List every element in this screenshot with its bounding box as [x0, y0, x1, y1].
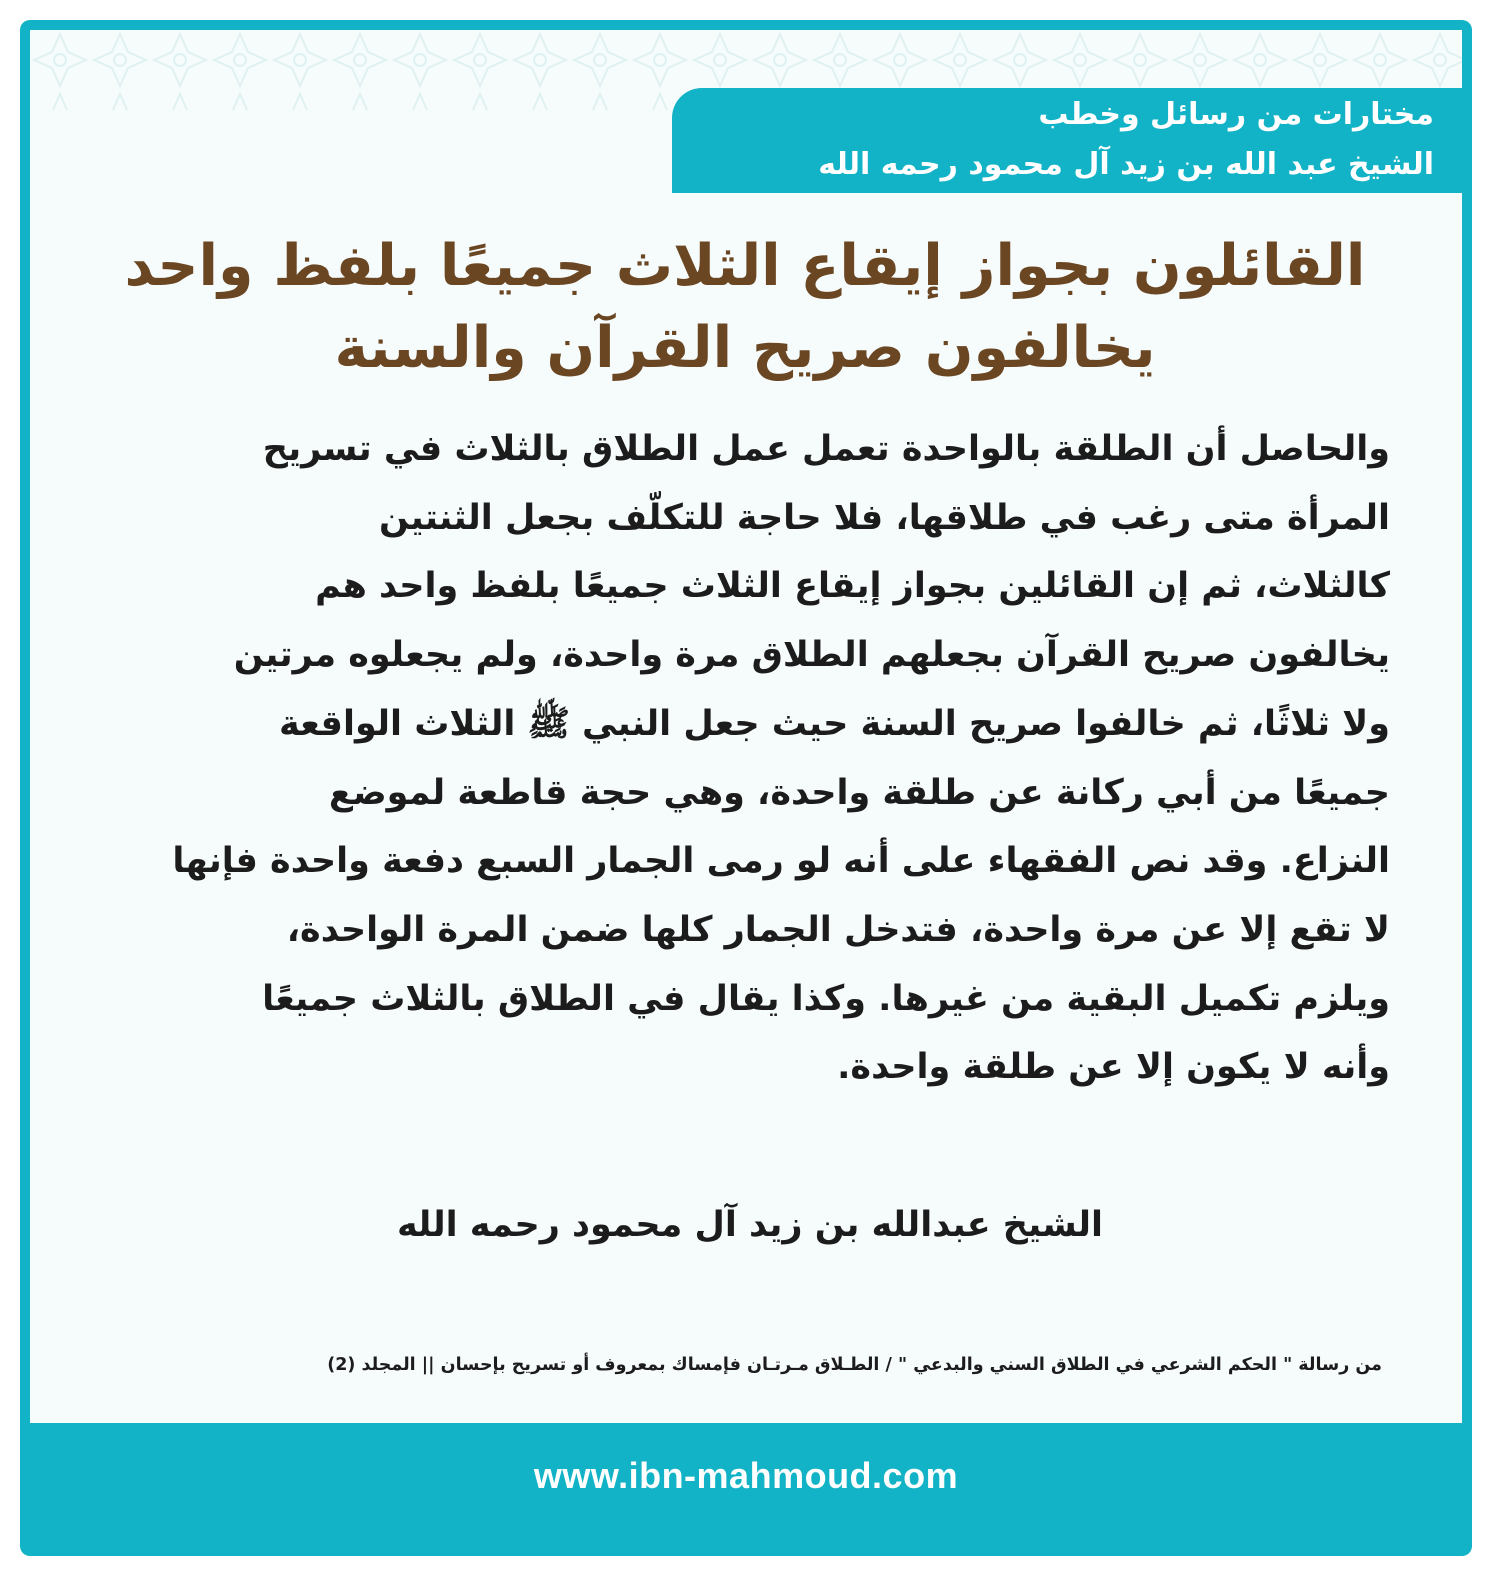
title-line-1: القائلون بجواز إيقاع الثلاث جميعًا بلفظ واحد — [124, 233, 1366, 299]
author-name-header: الشيخ عبد الله بن زيد آل محمود رحمه الله — [818, 147, 1434, 182]
series-header — [674, 90, 1434, 190]
body-line: كالثلاث، ثم إن القائلين بجواز إيقاع الثلاث جميعًا بلفظ واحد هم — [315, 566, 1390, 607]
article-body — [110, 415, 1390, 1102]
website-url[interactable]: www.ibn-mahmoud.com — [533, 1455, 959, 1496]
source-citation: من رسالة " الحكم الشرعي في الطلاق السني والبدعي " / الطـلاق مـرتـان فإمساك بمعروف أو تسريح بإحسان || المجلد (2) — [327, 1355, 1382, 1375]
body-line: ويلزم تكميل البقية من غيرها. وكذا يقال في الطلاق بالثلاث جميعًا — [262, 978, 1390, 1019]
series-title: مختارات من رسائل وخطب — [1038, 97, 1434, 132]
body-line: وأنه لا يكون إلا عن طلقة واحدة. — [837, 1047, 1390, 1088]
body-line: النزاع. وقد نص الفقهاء على أنه لو رمى الجمار السبع دفعة واحدة فإنها — [172, 841, 1390, 882]
content-card — [30, 30, 1462, 1423]
body-line: يخالفون صريح القرآن بجعلهم الطلاق مرة واحدة، ولم يجعلوه مرتين — [233, 635, 1390, 676]
title-line-2: يخالفون صريح القرآن والسنة — [334, 315, 1156, 381]
body-line: لا تقع إلا عن مرة واحدة، فتدخل الجمار كلها ضمن المرة الواحدة، — [286, 909, 1390, 950]
body-line: جميعًا من أبي ركانة عن طلقة واحدة، وهي حجة قاطعة لموضع — [328, 772, 1390, 813]
article-title — [110, 225, 1380, 389]
body-line: والحاصل أن الطلقة بالواحدة تعمل عمل الطلاق بالثلاث في تسريح — [262, 429, 1390, 469]
body-line: المرأة متى رغب في طلاقها، فلا حاجة للتكلّف بجعل الثنتين — [378, 497, 1390, 538]
body-line: ولا ثلاثًا، ثم خالفوا صريح السنة حيث جعل النبي ﷺ الثلاث الواقعة — [279, 703, 1390, 744]
author-signature: الشيخ عبدالله بن زيد آل محمود رحمه الله — [396, 1205, 1104, 1245]
